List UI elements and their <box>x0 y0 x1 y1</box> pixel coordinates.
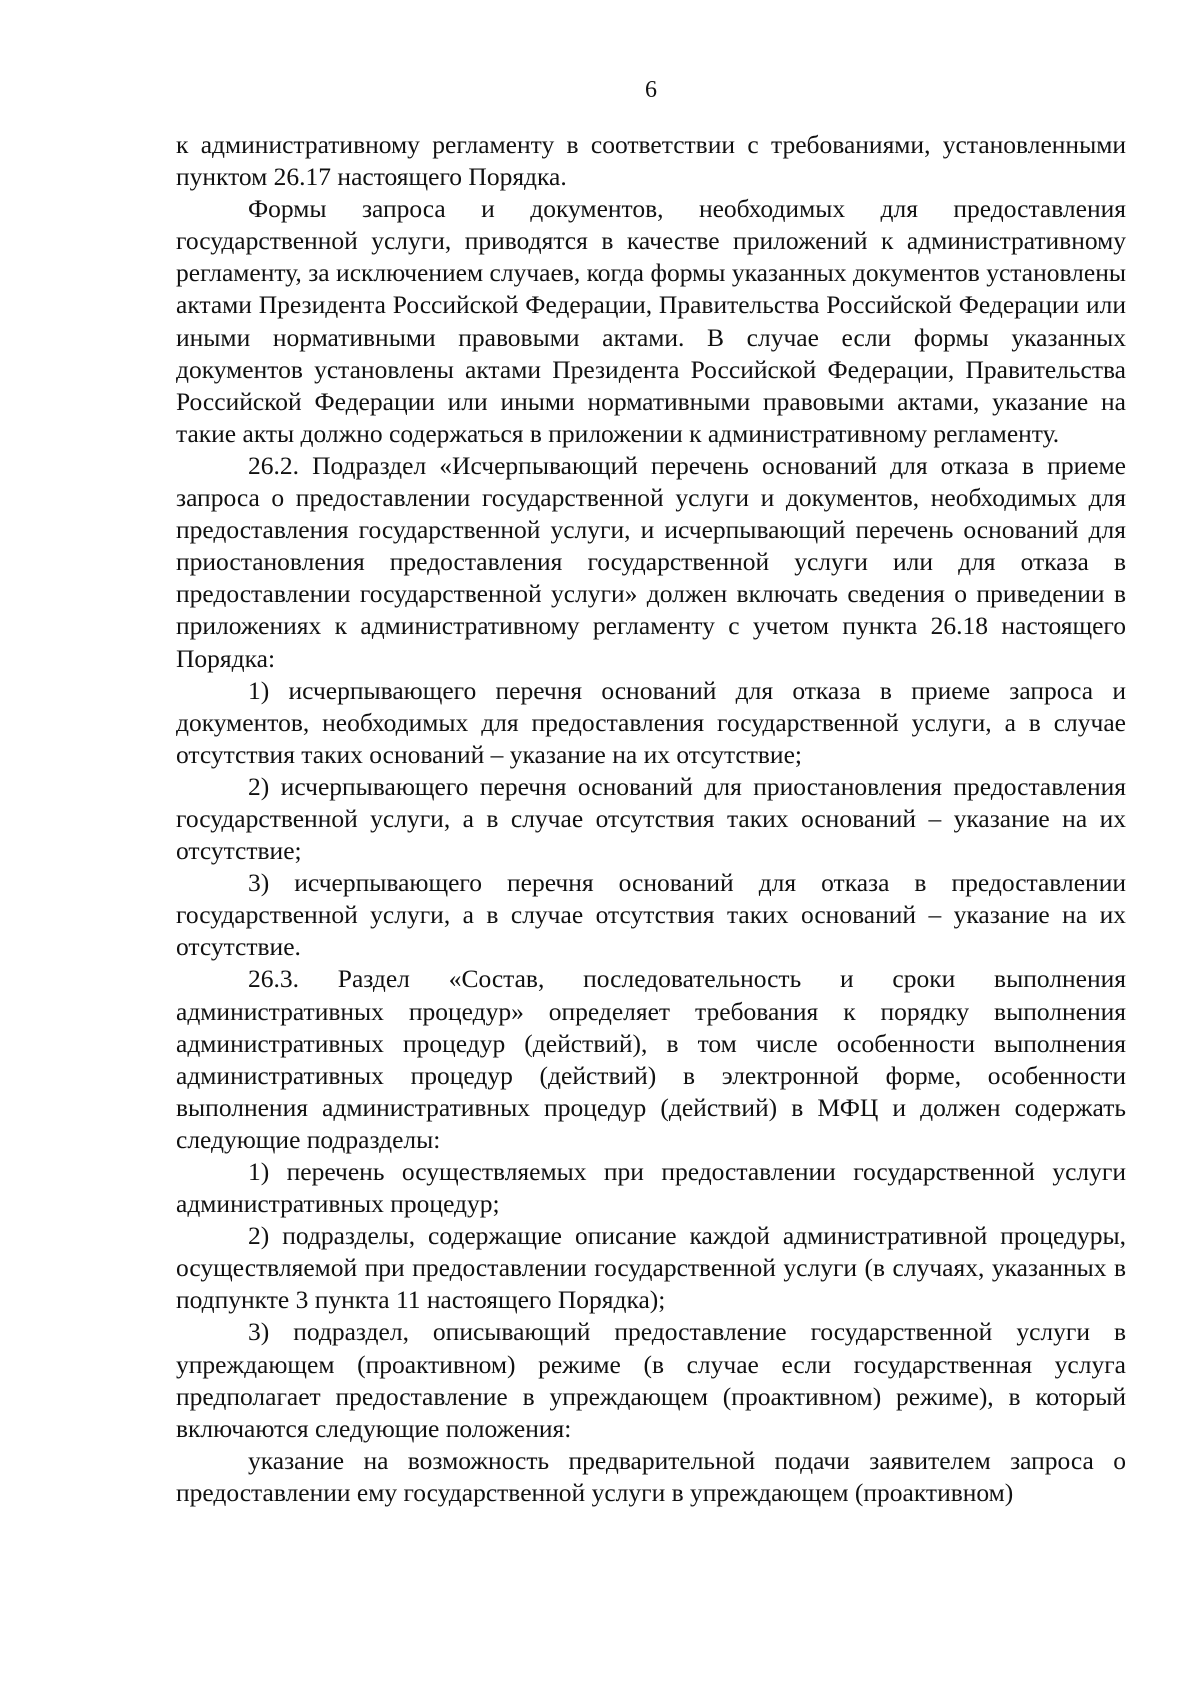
paragraph-9: 2) подразделы, содержащие описание каждой административной процедуры, осуществляемой при предоставлении государственной услуги (в случаях, указанных в подпункте 3 пункта 11 настоящего Порядка); <box>176 1221 1126 1315</box>
document-body <box>176 129 1126 1509</box>
paragraph-4: 1) исчерпывающего перечня оснований для отказа в приеме запроса и документов, необходимых для предоставления государственной услуги, а в случае отсутствия таких оснований – указание на их отсутствие; <box>176 675 1126 769</box>
paragraph-5: 2) исчерпывающего перечня оснований для приостановления предоставления государственной услуги, а в случае отсутствия таких оснований – указание на их отсутствие; <box>176 771 1126 866</box>
paragraph-10: 3) подраздел, описывающий предоставление государственной услуги в упреждающем (проактивном) режиме (в случае если государственная услуга предполагает предоставление в упреждающем (проактивном) режиме), в который включаются следующие положения: <box>176 1317 1126 1443</box>
page-number: 6 <box>645 77 657 103</box>
paragraph-1: к административному регламенту в соответствии с требованиями, установленными пунктом 26.17 настоящего Порядка. <box>176 130 1126 192</box>
paragraph-11: указание на возможность предварительной подачи заявителем запроса о предоставлении ему государственной услуги в упреждающем (проактивном) <box>176 1445 1126 1507</box>
paragraph-3: 26.2. Подраздел «Исчерпывающий перечень оснований для отказа в приеме запроса о предоставлении государственной услуги и документов, необходимых для предоставления государственной услуги, и исчерпывающий перечень оснований для приостановления предоставления государственной услуги или для отказа в предоставлении государственной услуги» должен включать сведения о приведении в приложениях к административному регламенту с учетом пункта 26.18 настоящего Порядка: <box>176 450 1126 673</box>
paragraph-8: 1) перечень осуществляемых при предоставлении государственной услуги административных процедур; <box>176 1157 1126 1219</box>
paragraph-7: 26.3. Раздел «Состав, последовательность и сроки выполнения административных процедур» определяет требования к порядку выполнения административных процедур (действий), в том числе особенности выполнения административных процедур (действий) в электронной форме, особенности выполнения административных процедур (действий) в МФЦ и должен содержать следующие подразделы: <box>176 964 1126 1154</box>
paragraph-6: 3) исчерпывающего перечня оснований для отказа в предоставлении государственной услуги, а в случае отсутствия таких оснований – указание на их отсутствие. <box>176 868 1126 962</box>
paragraph-2: Формы запроса и документов, необходимых для предоставления государственной услуги, приводятся в качестве приложений к административному регламенту, за исключением случаев, когда формы указанных документов установлены актами Президента Российской Федерации, Правительства Российской Федерации или иными нормативными правовыми актами. В случае если формы указанных документов установлены актами Президента Российской Федерации, Правительства Российской Федерации или иными нормативными правовыми актами, указание на такие акты должно содержаться в приложении к административному регламенту. <box>176 194 1126 448</box>
